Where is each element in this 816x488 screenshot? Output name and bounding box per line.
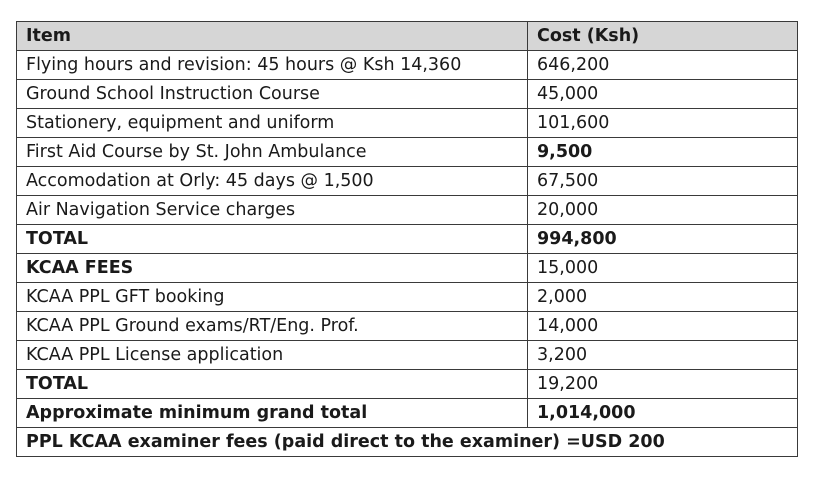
table-row (17, 51, 798, 80)
row-item: KCAA PPL GFT booking (17, 283, 528, 312)
section-label: KCAA FEES (17, 254, 528, 283)
row-cost: 45,000 (528, 80, 798, 109)
row-cost: 9,500 (528, 138, 798, 167)
examiner-fees-row (17, 428, 798, 457)
row-item: KCAA PPL License application (17, 341, 528, 370)
row-cost: 3,200 (528, 341, 798, 370)
examiner-fees-note: PPL KCAA examiner fees (paid direct to the examiner) =USD 200 (17, 428, 798, 457)
table-row (17, 80, 798, 109)
subtotal-label: TOTAL (17, 370, 528, 399)
row-item: Flying hours and revision: 45 hours @ Ksh 14,360 (17, 51, 528, 80)
row-item: Accomodation at Orly: 45 days @ 1,500 (17, 167, 528, 196)
table-row (17, 283, 798, 312)
subtotal-row (17, 370, 798, 399)
row-item: Air Navigation Service charges (17, 196, 528, 225)
cost-table (16, 21, 798, 457)
grand-total-label: Approximate minimum grand total (17, 399, 528, 428)
row-cost: 2,000 (528, 283, 798, 312)
table-row (17, 312, 798, 341)
table-row (17, 109, 798, 138)
row-cost: 14,000 (528, 312, 798, 341)
section-row (17, 254, 798, 283)
subtotal-label: TOTAL (17, 225, 528, 254)
grand-total-value: 1,014,000 (528, 399, 798, 428)
table-row (17, 138, 798, 167)
header-cost: Cost (Ksh) (528, 22, 798, 51)
row-cost: 101,600 (528, 109, 798, 138)
table-row (17, 167, 798, 196)
table-header-row (17, 22, 798, 51)
grand-total-row (17, 399, 798, 428)
subtotal-value: 994,800 (528, 225, 798, 254)
row-item: Stationery, equipment and uniform (17, 109, 528, 138)
row-cost: 67,500 (528, 167, 798, 196)
table-row (17, 341, 798, 370)
table-row (17, 196, 798, 225)
header-item: Item (17, 22, 528, 51)
row-item: First Aid Course by St. John Ambulance (17, 138, 528, 167)
row-item: Ground School Instruction Course (17, 80, 528, 109)
row-item: KCAA PPL Ground exams/RT/Eng. Prof. (17, 312, 528, 341)
section-cost: 15,000 (528, 254, 798, 283)
subtotal-row (17, 225, 798, 254)
row-cost: 646,200 (528, 51, 798, 80)
subtotal-value: 19,200 (528, 370, 798, 399)
row-cost: 20,000 (528, 196, 798, 225)
